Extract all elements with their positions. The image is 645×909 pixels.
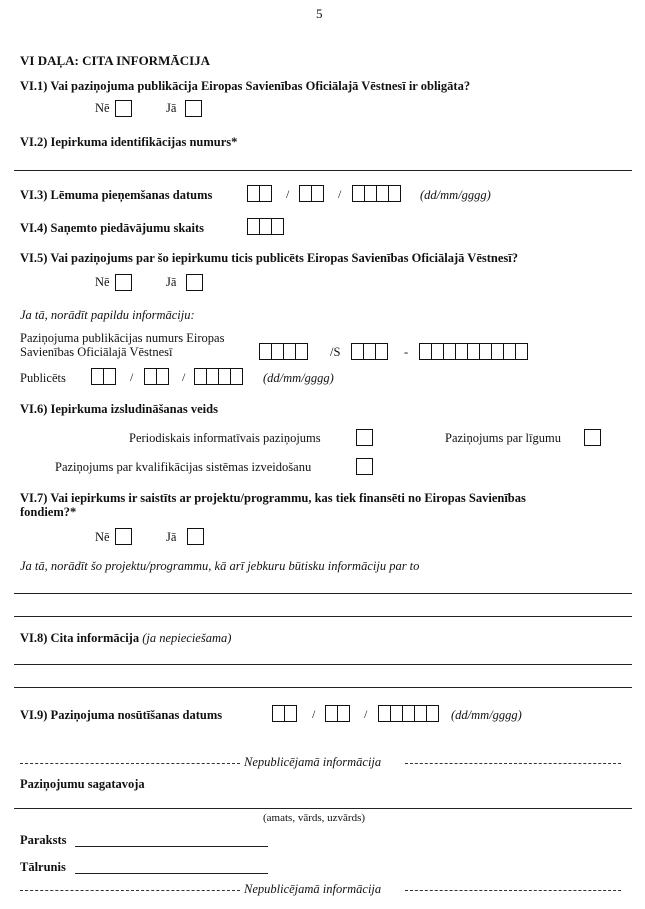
vi7-answer-line-1[interactable] <box>14 593 632 594</box>
vi7-yes-label: Jā <box>166 530 177 544</box>
vi5-hint: Ja tā, norādīt papildu informāciju: <box>20 308 195 322</box>
section-vi8-title: VI.8) Cita informācija <box>20 631 140 645</box>
vi8-answer-line-1[interactable] <box>14 664 632 665</box>
vi5-yes-label: Jā <box>166 275 177 289</box>
section-vi7-title-line2: fondiem?* <box>20 505 77 519</box>
vi7-answer-line-2[interactable] <box>14 616 632 617</box>
vi2-answer-line[interactable] <box>14 170 632 171</box>
role-caption: (amats, vārds, uzvārds) <box>263 812 366 824</box>
digit-box[interactable] <box>388 185 401 202</box>
vi3-sep-2: / <box>338 187 342 201</box>
vi5-pub-day-boxes[interactable] <box>91 368 115 385</box>
vi1-no-label: Nē <box>95 101 110 115</box>
vi3-format-hint: (dd/mm/gggg) <box>420 188 491 202</box>
section-vi9-title: VI.9) Paziņojuma nosūtīšanas datums <box>20 708 223 722</box>
vi8-answer-line-2[interactable] <box>14 687 632 688</box>
section-vi2-title: VI.2) Iepirkuma identifikācijas numurs* <box>20 135 238 149</box>
vi9-day-boxes[interactable] <box>272 705 296 722</box>
vi5-s-label: /S <box>330 345 341 359</box>
vi3-year-boxes[interactable] <box>352 185 400 202</box>
section-vi8-heading <box>20 631 231 646</box>
vi3-day-boxes[interactable] <box>247 185 271 202</box>
digit-box[interactable] <box>311 185 324 202</box>
vi6-qualification-label: Paziņojums par kvalifikācijas sistēmas izveidošanu <box>55 460 312 474</box>
digit-box[interactable] <box>259 185 272 202</box>
nonpublic-divider-left-1 <box>20 763 240 764</box>
section-vi1-title: VI.1) Vai paziņojuma publikācija Eiropas Savienības Oficiālajā Vēstnesī ir obligāta? <box>20 79 471 93</box>
vi9-year-boxes[interactable] <box>378 705 438 722</box>
nonpublic-label-1: Nepublicējamā informācija <box>244 755 382 769</box>
vi7-hint: Ja tā, norādīt šo projektu/programmu, kā arī jebkuru būtisku informāciju par to <box>20 559 420 573</box>
page-number: 5 <box>316 6 323 21</box>
vi5-yes-checkbox[interactable] <box>186 274 203 291</box>
vi1-yes-checkbox[interactable] <box>185 100 202 117</box>
vi5-published-label: Publicēts <box>20 371 66 385</box>
nonpublic-divider-right-1 <box>405 763 621 764</box>
digit-box[interactable] <box>426 705 439 722</box>
vi5-pub-month-boxes[interactable] <box>144 368 168 385</box>
vi5-no-checkbox[interactable] <box>115 274 132 291</box>
vi5-pub-number-boxes[interactable] <box>259 343 307 360</box>
digit-box[interactable] <box>375 343 388 360</box>
digit-box[interactable] <box>515 343 528 360</box>
vi6-qualification-checkbox[interactable] <box>356 458 373 475</box>
vi9-format-hint: (dd/mm/gggg) <box>451 708 522 722</box>
section-vi6-title: VI.6) Iepirkuma izsludināšanas veids <box>20 402 218 416</box>
nonpublic-label-2: Nepublicējamā informācija <box>244 882 382 896</box>
vi9-sep-2: / <box>364 707 368 721</box>
vi5-dash: - <box>404 345 409 359</box>
section-vi4-title: VI.4) Saņemto piedāvājumu skaits <box>20 221 205 235</box>
vi6-periodic-label: Periodiskais informatīvais paziņojums <box>129 431 321 445</box>
vi8-note: (ja nepieciešama) <box>142 631 232 645</box>
vi1-yes-label: Jā <box>166 101 177 115</box>
digit-box[interactable] <box>295 343 308 360</box>
digit-box[interactable] <box>271 218 284 235</box>
vi5-pub-label-line2: Savienības Oficiālajā Vēstnesī <box>20 345 173 359</box>
phone-label: Tālrunis <box>20 860 66 874</box>
digit-box[interactable] <box>103 368 116 385</box>
prepared-by-label: Paziņojumu sagatavoja <box>20 777 145 791</box>
vi7-no-label: Nē <box>95 530 110 544</box>
vi5-serial-boxes[interactable] <box>419 343 527 360</box>
part-title: VI DAĻA: CITA INFORMĀCIJA <box>20 53 211 68</box>
nonpublic-divider-left-2 <box>20 890 240 891</box>
vi5-no-label: Nē <box>95 275 110 289</box>
nonpublic-divider-right-2 <box>405 890 621 891</box>
vi5-sep-1: / <box>130 370 134 384</box>
digit-box[interactable] <box>156 368 169 385</box>
vi5-pub-year-boxes[interactable] <box>194 368 242 385</box>
vi9-month-boxes[interactable] <box>325 705 349 722</box>
vi6-contract-label: Paziņojums par līgumu <box>445 431 561 445</box>
signature-label: Paraksts <box>20 833 67 847</box>
section-vi5-title: VI.5) Vai paziņojums par šo iepirkumu ticis publicēts Eiropas Savienības Oficiālajā Vēstnesī? <box>20 251 518 265</box>
vi4-count-boxes[interactable] <box>247 218 283 235</box>
prepared-by-line[interactable] <box>14 808 632 809</box>
vi1-no-checkbox[interactable] <box>115 100 132 117</box>
digit-box[interactable] <box>230 368 243 385</box>
vi3-sep-1: / <box>286 187 290 201</box>
vi7-no-checkbox[interactable] <box>115 528 132 545</box>
vi1-no-option <box>95 101 110 116</box>
vi5-sep-2: / <box>182 370 186 384</box>
vi3-month-boxes[interactable] <box>299 185 323 202</box>
section-vi7-title-line1: VI.7) Vai iepirkums ir saistīts ar projektu/programmu, kas tiek finansēti no Eiropas Savienības <box>20 491 526 505</box>
vi5-s-number-boxes[interactable] <box>351 343 387 360</box>
vi5-format-hint: (dd/mm/gggg) <box>263 371 334 385</box>
vi6-contract-checkbox[interactable] <box>584 429 601 446</box>
digit-box[interactable] <box>337 705 350 722</box>
vi6-periodic-checkbox[interactable] <box>356 429 373 446</box>
vi5-pub-label-line1: Paziņojuma publikācijas numurs Eiropas <box>20 331 225 345</box>
section-vi3-title: VI.3) Lēmuma pieņemšanas datums <box>20 188 213 202</box>
vi9-sep-1: / <box>312 707 316 721</box>
phone-line[interactable] <box>75 873 268 874</box>
digit-box[interactable] <box>284 705 297 722</box>
signature-line[interactable] <box>75 846 268 847</box>
vi7-yes-checkbox[interactable] <box>187 528 204 545</box>
